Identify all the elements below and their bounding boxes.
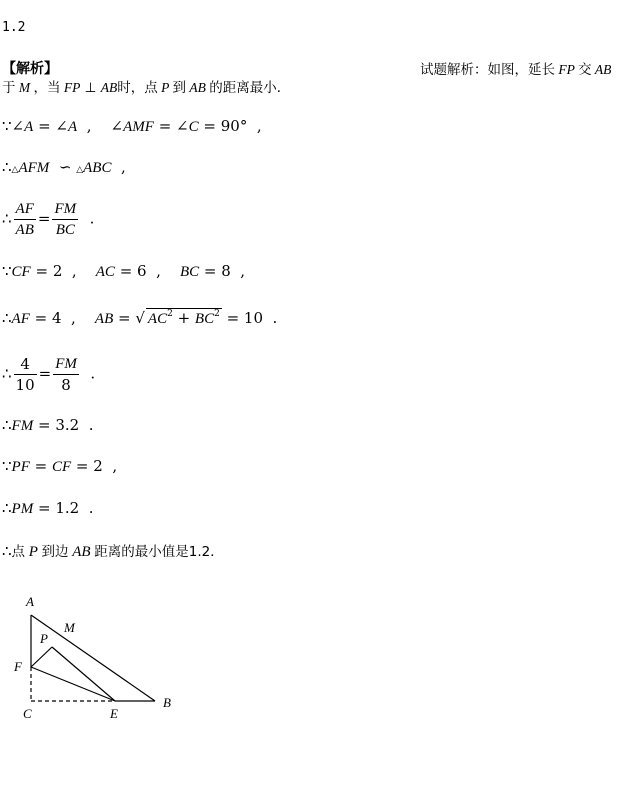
label-M: M	[64, 620, 75, 635]
line-similar: ∴△AFM ∽ △ABC ,	[2, 158, 126, 176]
line-pm: ∴PM = 1.2 .	[2, 499, 94, 517]
segment-AB	[31, 615, 155, 701]
line-ratio-2: ∴ $\frac{4}{10}$ = $\frac{FM}{8}$ .	[2, 355, 96, 394]
line-conclusion: ∴点 P 到边 AB 距离的最小值是1.2．	[2, 542, 224, 560]
segment-FE	[31, 667, 115, 701]
math-FP: FP	[555, 62, 578, 77]
analysis-intro	[420, 58, 611, 78]
line-given: ∵CF = 2 , AC = 6 , BC = 8 ,	[2, 262, 246, 280]
math-AB: AB	[591, 62, 612, 77]
line-ratio-1: ∴ $\frac{AF}{AB}$ = $\frac{FM}{BC}$ .	[2, 201, 95, 238]
analysis-tag: 【解析】	[2, 61, 58, 77]
line-angles: ∵∠A = ∠A , ∠AMF = ∠C = 90° ,	[2, 117, 262, 135]
label-P: P	[40, 631, 48, 646]
line-condition: 于 M ，当 FP ⊥ AB时，点 P 到 AB 的距离最小．	[2, 80, 291, 96]
label-F: F	[14, 659, 22, 674]
segment-PE	[52, 647, 115, 701]
label-E: E	[110, 706, 118, 721]
intro-text: 试题解析：如图，延长	[420, 62, 555, 78]
segment-FP	[31, 647, 52, 667]
answer-text: 1.2	[2, 20, 26, 35]
line-pf: ∵PF = CF = 2 ,	[2, 457, 118, 475]
line-fm: ∴FM = 3.2 .	[2, 416, 94, 434]
geometry-figure	[0, 585, 200, 735]
label-A: A	[26, 594, 34, 609]
line-pythag: ∴AF = 4 , AB = √ $AC^2 + BC^2 = 10$ .	[2, 309, 278, 327]
intro-jiao: 交	[578, 62, 592, 78]
label-C: C	[23, 706, 32, 721]
label-B: B	[163, 695, 171, 710]
